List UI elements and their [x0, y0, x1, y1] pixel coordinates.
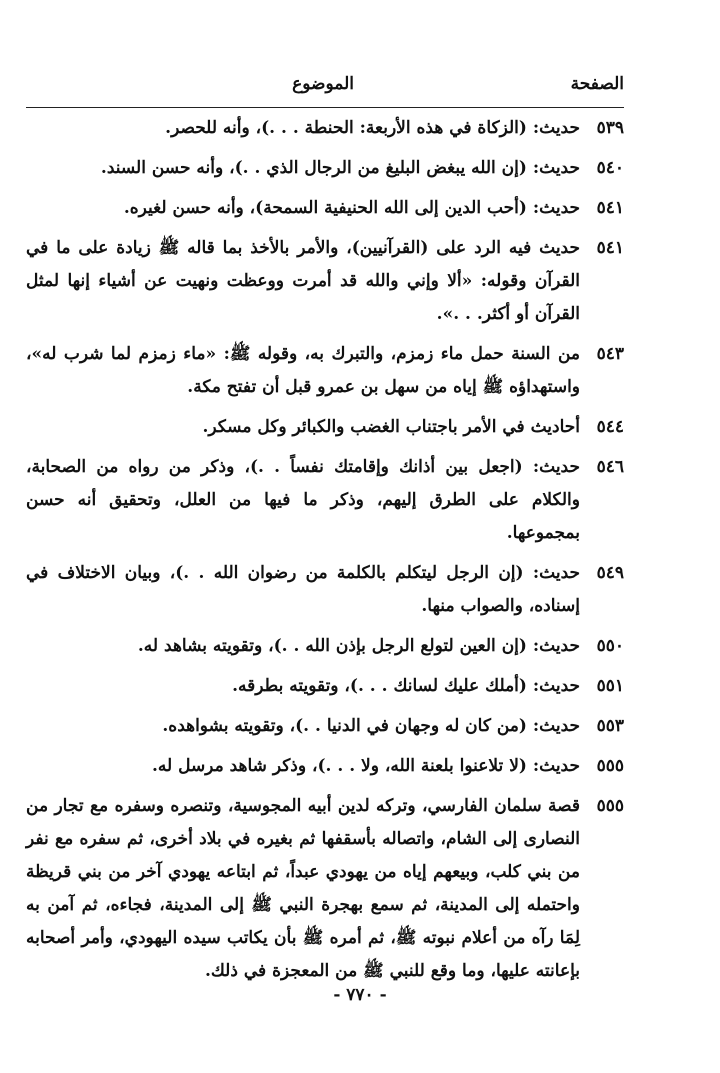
entry-text: أحاديث في الأمر باجتناب الغضب والكبائر وكل مسكر.: [202, 417, 580, 437]
index-entry: [26, 451, 624, 550]
index-entry: [26, 670, 624, 703]
entry-text: حديث: (لا تلاعنوا بلعنة الله، ولا . . .)، وذكر شاهد مرسل له.: [151, 756, 580, 776]
entry-text: من السنة حمل ماء زمزم، والتبرك به، وقوله ﷺ: «ماء زمزم لما شرب له»، واستهداؤه ﷺ إياه من سهل بن عمرو قبل أن تفتح مكة.: [26, 344, 580, 397]
entry-text: حديث: (من كان له وجهان في الدنيا . .)، وتقويته بشواهده.: [162, 716, 580, 736]
index-entry: [26, 232, 624, 331]
entry-text: حديث: (إن العين لتولع الرجل بإذن الله . .)، وتقويته بشاهد له.: [137, 636, 580, 656]
index-entry: [26, 750, 624, 783]
index-entry: [26, 411, 624, 444]
page-column-label: الصفحة: [570, 74, 624, 94]
entry-text: حديث: (أحب الدين إلى الله الحنيفية السمحة)، وأنه حسن لغيره.: [123, 198, 580, 218]
index-entry: [26, 710, 624, 743]
entry-page-number: ٥٤٩: [596, 563, 624, 583]
entry-page-number: ٥٥٠: [596, 636, 624, 656]
index-entry: [26, 557, 624, 623]
entry-page-number: ٥٤٠: [596, 158, 624, 178]
entry-page-number: ٥٥٣: [596, 716, 624, 736]
entry-page-number: ٥٥٥: [596, 796, 624, 816]
index-entry: [26, 152, 624, 185]
entry-page-number: ٥٥١: [596, 676, 624, 696]
index-entry: [26, 630, 624, 663]
entry-page-number: ٥٣٩: [596, 118, 624, 138]
index-entry: [26, 112, 624, 145]
index-entry: [26, 338, 624, 404]
page-footer-number: - ٧٧٠ -: [333, 985, 387, 1005]
entry-page-number: ٥٤٣: [596, 344, 624, 364]
entry-page-number: ٥٤٦: [596, 457, 624, 477]
entry-page-number: ٥٥٥: [596, 756, 624, 776]
entry-text: حديث: (اجعل بين أذانك وإقامتك نفساً . .)، وذكر من رواه من الصحابة، والكلام على الطرق إليهم، وذكر ما فيها من العلل، وتحقيق أنه حسن بمجموعها.: [26, 457, 580, 543]
index-entry: [26, 192, 624, 225]
header-divider: [26, 107, 624, 108]
entry-page-number: ٥٤١: [596, 238, 624, 258]
entry-text: حديث فيه الرد على (القرآنيين)، والأمر بالأخذ بما قاله ﷺ زيادة على ما في القرآن وقوله: «ألا وإني والله قد أمرت ووعظت ونهيت عن أشياء إنها لمثل القرآن أو أكثر. . .».: [26, 238, 580, 324]
entry-text: حديث: (إن الله يبغض البليغ من الرجال الذي . .)، وأنه حسن السند.: [100, 158, 580, 178]
entry-page-number: ٥٤٤: [596, 417, 624, 437]
entry-text: حديث: (أملك عليك لسانك . . .)، وتقويته بطرقه.: [232, 676, 580, 696]
topic-column-label: الموضوع: [292, 74, 354, 94]
entry-text: حديث: (إن الرجل ليتكلم بالكلمة من رضوان الله . .)، وبيان الاختلاف في إسناده، والصواب منها.: [26, 563, 580, 616]
index-entries: [26, 112, 624, 995]
entry-page-number: ٥٤١: [596, 198, 624, 218]
index-entry: [26, 790, 624, 988]
table-header: [26, 74, 624, 104]
entry-text: قصة سلمان الفارسي، وتركه لدين أبيه المجوسية، وتنصره وسفره مع تجار من النصارى إلى الشام، واتصاله بأسقفها ثم بغيره في بلاد أخرى، ثم سفره مع نفر من بني كلب، وبيعهم إياه من يهودي عبداً، ثم ابتاعه يهودي آخر من بني قريظة واحتمله إلى المدينة، ثم سمع بهجرة النبي ﷺ إلى المدينة، فجاءه، ثم آمن به لِمَا رآه من أعلام نبوته ﷺ، ثم أمره ﷺ بأن يكاتب سيده اليهودي، وأمر أصحابه بإعانته عليها، وما وقع للنبي ﷺ من المعجزة في ذلك.: [26, 796, 580, 981]
entry-text: حديث: (الزكاة في هذه الأربعة: الحنطة . . .)، وأنه للحصر.: [165, 118, 580, 138]
